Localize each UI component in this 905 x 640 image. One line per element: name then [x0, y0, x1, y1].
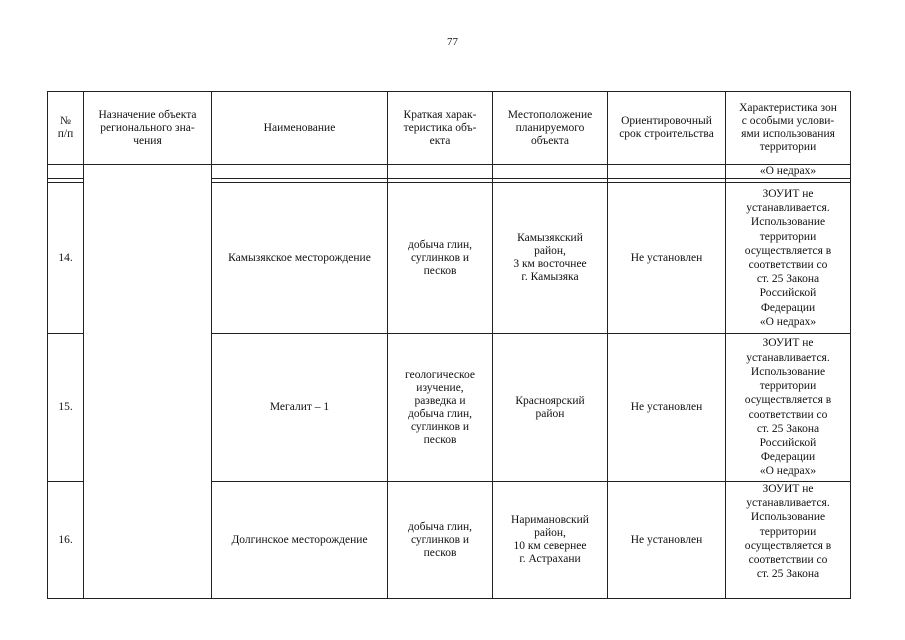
- zone-characteristic: ЗОУИТ не устанавливается. Использование территории осуществляется в соответствии со ст. 25 Закона Российской Федерации «О недрах»: [726, 183, 851, 334]
- header-zones: Характеристика зон с особыми услови- ями использования территории: [726, 92, 851, 165]
- continuation-location-cell: [493, 165, 608, 179]
- object-characteristic: добыча глин, суглинков и песков: [388, 482, 493, 599]
- page-number: 77: [447, 36, 458, 48]
- table-header-row: [48, 92, 851, 165]
- header-term: Ориентировочный срок строительства: [608, 92, 726, 165]
- continuation-term-cell: [608, 165, 726, 179]
- construction-term: Не установлен: [608, 183, 726, 334]
- construction-term: Не установлен: [608, 482, 726, 599]
- continuation-characteristic-cell: [388, 165, 493, 179]
- object-location: Красноярский район: [493, 334, 608, 482]
- row-number: 14.: [48, 183, 84, 334]
- object-characteristic: добыча глин, суглинков и песков: [388, 183, 493, 334]
- header-characteristic: Краткая харак- теристика объ- екта: [388, 92, 493, 165]
- object-name: Мегалит – 1: [212, 334, 388, 482]
- construction-term: Не установлен: [608, 334, 726, 482]
- object-name: Долгинское месторождение: [212, 482, 388, 599]
- header-purpose: Назначение объекта регионального зна- чения: [84, 92, 212, 165]
- row-number: 15.: [48, 334, 84, 482]
- header-number: № п/п: [48, 92, 84, 165]
- object-name: Камызякское месторождение: [212, 183, 388, 334]
- objects-table: [47, 91, 851, 599]
- header-location: Местоположение планируемого объекта: [493, 92, 608, 165]
- object-location: Камызякский район, 3 км восточнее г. Камызяка: [493, 183, 608, 334]
- header-name: Наименование: [212, 92, 388, 165]
- row-number: 16.: [48, 482, 84, 599]
- continuation-number-cell: [48, 165, 84, 179]
- continuation-row: [48, 165, 851, 179]
- purpose-cell: [84, 165, 212, 599]
- continuation-name-cell: [212, 165, 388, 179]
- object-location: Наримановский район, 10 км севернее г. Астрахани: [493, 482, 608, 599]
- continuation-zones-cell: «О недрах»: [726, 165, 851, 179]
- zone-characteristic: ЗОУИТ не устанавливается. Использование территории осуществляется в соответствии со ст. 25 Закона: [726, 482, 851, 599]
- zone-characteristic: ЗОУИТ не устанавливается. Использование территории осуществляется в соответствии со ст. 25 Закона Российской Федерации «О недрах»: [726, 334, 851, 482]
- object-characteristic: геологическое изучение, разведка и добыча глин, суглинков и песков: [388, 334, 493, 482]
